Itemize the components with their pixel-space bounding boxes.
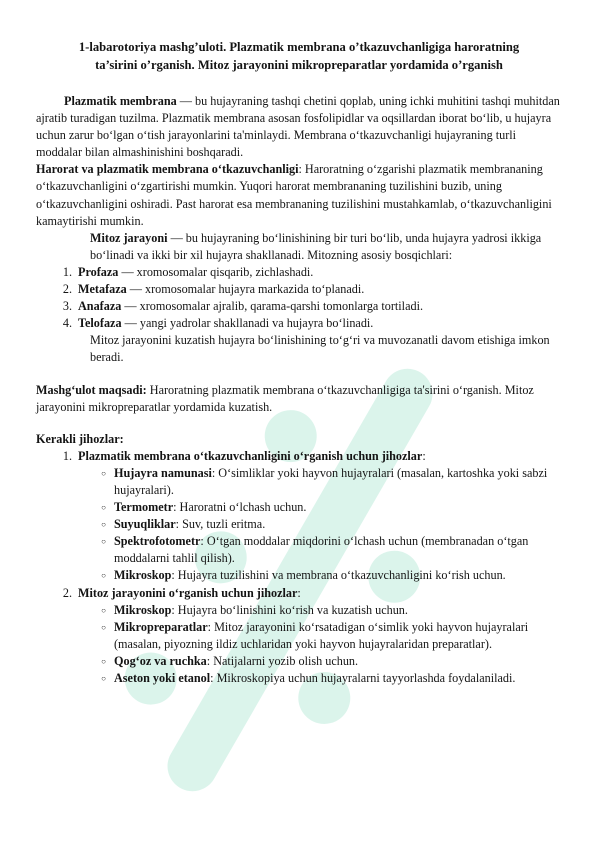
goal-paragraph: [36, 382, 562, 416]
phase-name: Anafaza: [78, 299, 122, 314]
equipment-group-title-wrap: [78, 448, 562, 465]
list-item: [36, 499, 562, 516]
mitosis-paragraph: [36, 230, 562, 264]
mitosis-text: — bu hujayraning bo‘linishining bir turi bo‘lib, unda hujayra yadrosi ikkiga bo‘linadi va ikki bir xil hujayra shakllanadi. Mitozning asosiy bosqichlari:: [90, 230, 542, 262]
circle-bullet-icon: ○: [101, 571, 106, 581]
equipment-group: [36, 448, 562, 585]
item-description: : Hujayra bo‘linishini ko‘rish va kuzatish uchun.: [171, 602, 408, 617]
temperature-term: Harorat va plazmatik membrana o‘tkazuvchanligi: [36, 162, 299, 177]
list-item-text: [78, 281, 562, 298]
phase-description: — xromosomalar hujayra markazida to‘planadi.: [126, 282, 365, 297]
item-description: : Mikroskopiya uchun hujayralarni tayyorlashda foydalaniladi.: [210, 671, 516, 685]
list-item: [36, 567, 562, 584]
equipment-group-title-wrap: [78, 585, 562, 602]
item-description: : Natijalarni yozib olish uchun.: [206, 653, 359, 668]
spacer: [36, 416, 562, 431]
equipment-group-title: Plazmatik membrana o‘tkazuvchanligini o‘rganish uchun jihozlar: [78, 448, 423, 463]
document-title: [36, 38, 562, 74]
equipment-item-list: [36, 602, 562, 687]
list-item: [36, 264, 562, 281]
list-item: [36, 516, 562, 533]
list-number: 2.: [62, 282, 72, 297]
list-item-text: [114, 602, 562, 619]
list-item-text: [114, 465, 562, 499]
list-item-text: [114, 516, 562, 533]
circle-bullet-icon: ○: [101, 503, 106, 513]
list-number: 1.: [62, 264, 72, 279]
list-item-text: [114, 670, 562, 687]
list-number: 4.: [62, 316, 72, 331]
equipment-group: [36, 585, 562, 688]
phase-name: Metafaza: [78, 282, 127, 297]
list-item: [36, 281, 562, 298]
item-description: : O‘simliklar yoki hayvon hujayralari (masalan, kartoshka yoki sabzi hujayralari).: [114, 465, 548, 497]
circle-bullet-icon: ○: [101, 622, 106, 632]
list-item: [36, 533, 562, 567]
phase-description: — xromosomalar qisqarib, zichlashadi.: [118, 264, 314, 279]
list-item-text: [114, 653, 562, 670]
list-item: [36, 619, 562, 653]
mitosis-note-paragraph: Mitoz jarayonini kuzatish hujayra bo‘linishining to‘g‘ri va muvozanatli davom etishiga imkon beradi.: [90, 333, 550, 365]
list-item-text: [78, 264, 562, 281]
item-name: Spektrofotometr: [114, 534, 201, 549]
spacer: [36, 367, 562, 382]
item-name: Aseton yoki etanol: [114, 671, 211, 685]
list-item-text: [114, 499, 562, 516]
mitosis-phase-list: [36, 264, 562, 332]
title-line-2: ta’sirini o’rganish. Mitoz jarayonini mikropreparatlar yordamida o’rganish: [95, 58, 503, 72]
title-suffix: :: [422, 448, 426, 463]
membrane-term: Plazmatik membrana: [64, 94, 177, 108]
item-name: Mikroskop: [114, 568, 172, 583]
phase-name: Profaza: [78, 264, 119, 279]
item-name: Suyuqliklar: [114, 517, 176, 532]
list-item: [36, 653, 562, 670]
item-name: Hujayra namunasi: [114, 465, 212, 480]
membrane-definition-paragraph: [36, 93, 562, 161]
temperature-paragraph: [36, 161, 562, 229]
item-name: Mikropreparatlar: [114, 619, 208, 634]
item-description: : O‘tgan moddalar miqdorini o‘lchash uchun (membranadan o‘tgan moddalarni tahlil qilish).: [114, 534, 529, 566]
membrane-definition-text: — bu hujayraning tashqi chetini qoplab, uning ichki muhitini tashqi muhitdan ajratib turadigan tuzilma. Plazmatik membrana asosan fosfolipidlar va oqsillardan iborat bo‘lib, u hujayra uchun zarur bo‘lgan o‘tish jarayonlarini ta'minlaydi. Membrana o‘tkazuvchanligi hujayraning turli moddalar bilan almashinishini boshqaradi.: [36, 94, 560, 160]
circle-bullet-icon: ○: [101, 656, 106, 666]
list-number: 1.: [62, 448, 72, 463]
equipment-group-header: [36, 448, 562, 465]
circle-bullet-icon: ○: [101, 520, 106, 530]
list-item-text: [78, 298, 562, 315]
list-item: [36, 602, 562, 619]
equipment-group-list: [36, 448, 562, 687]
item-description: : Mitoz jarayonini ko‘rsatadigan o‘simlik yoki hayvon hujayralari (masalan, piyozning ildiz uchlaridan yoki hayvon hujayralaridan preparatlar).: [114, 619, 529, 651]
mitosis-term: Mitoz jarayoni: [90, 230, 168, 245]
circle-bullet-icon: ○: [101, 468, 106, 478]
item-description: : Haroratni o‘lchash uchun.: [173, 500, 307, 515]
document-content: [36, 38, 562, 687]
list-item-text: [114, 619, 562, 653]
temperature-text: : Haroratning o‘zgarishi plazmatik membrananing o‘tkazuvchanligini o‘zgartirishi mumkin. Yuqori harorat membrananing tuzilishini buzib, uning o‘tkazuvchanligini oshiradi. Past harorat esa membrananing tuzilishini mustahkamlab, o‘tkazuvchanligini kamaytirishi mumkin.: [36, 162, 552, 228]
circle-bullet-icon: ○: [101, 674, 106, 683]
list-item: [36, 298, 562, 315]
circle-bullet-icon: ○: [101, 605, 106, 615]
list-item-text: [114, 567, 562, 584]
circle-bullet-icon: ○: [101, 537, 106, 547]
item-name: Termometr: [114, 500, 174, 515]
phase-description: — yangi yadrolar shakllanadi va hujayra bo‘linadi.: [121, 316, 374, 331]
list-item: [36, 670, 562, 687]
equipment-group-title: Mitoz jarayonini o‘rganish uchun jihozlar: [78, 585, 298, 600]
equipment-heading: Kerakli jihozlar:: [36, 431, 124, 446]
list-item-text: [114, 533, 562, 567]
item-description: : Hujayra tuzilishini va membrana o‘tkazuvchanligini ko‘rish uchun.: [171, 568, 506, 583]
title-line-1: 1-labarotoriya mashg’uloti. Plazmatik membrana o’tkazuvchanligiga haroratning: [78, 40, 520, 54]
list-number: 2.: [62, 585, 72, 600]
phase-description: — xromosomalar ajralib, qarama-qarshi tomonlarga tortiladi.: [121, 299, 424, 314]
list-number: 3.: [62, 299, 72, 314]
list-item: [36, 465, 562, 499]
item-description: : Suv, tuzli eritma.: [175, 517, 266, 532]
equipment-group-header: [36, 585, 562, 602]
goal-label: Mashg‘ulot maqsadi:: [36, 382, 147, 397]
title-suffix: :: [297, 585, 301, 600]
list-item-text: [78, 315, 562, 332]
item-name: Qog‘oz va ruchka: [114, 653, 207, 668]
equipment-item-list: [36, 465, 562, 585]
phase-name: Telofaza: [78, 316, 122, 331]
item-name: Mikroskop: [114, 602, 172, 617]
goal-text: Haroratning plazmatik membrana o‘tkazuvchanligiga ta'sirini o‘rganish. Mitoz jarayonini mikropreparatlar yordamida kuzatish.: [36, 382, 534, 414]
list-item: [36, 315, 562, 332]
